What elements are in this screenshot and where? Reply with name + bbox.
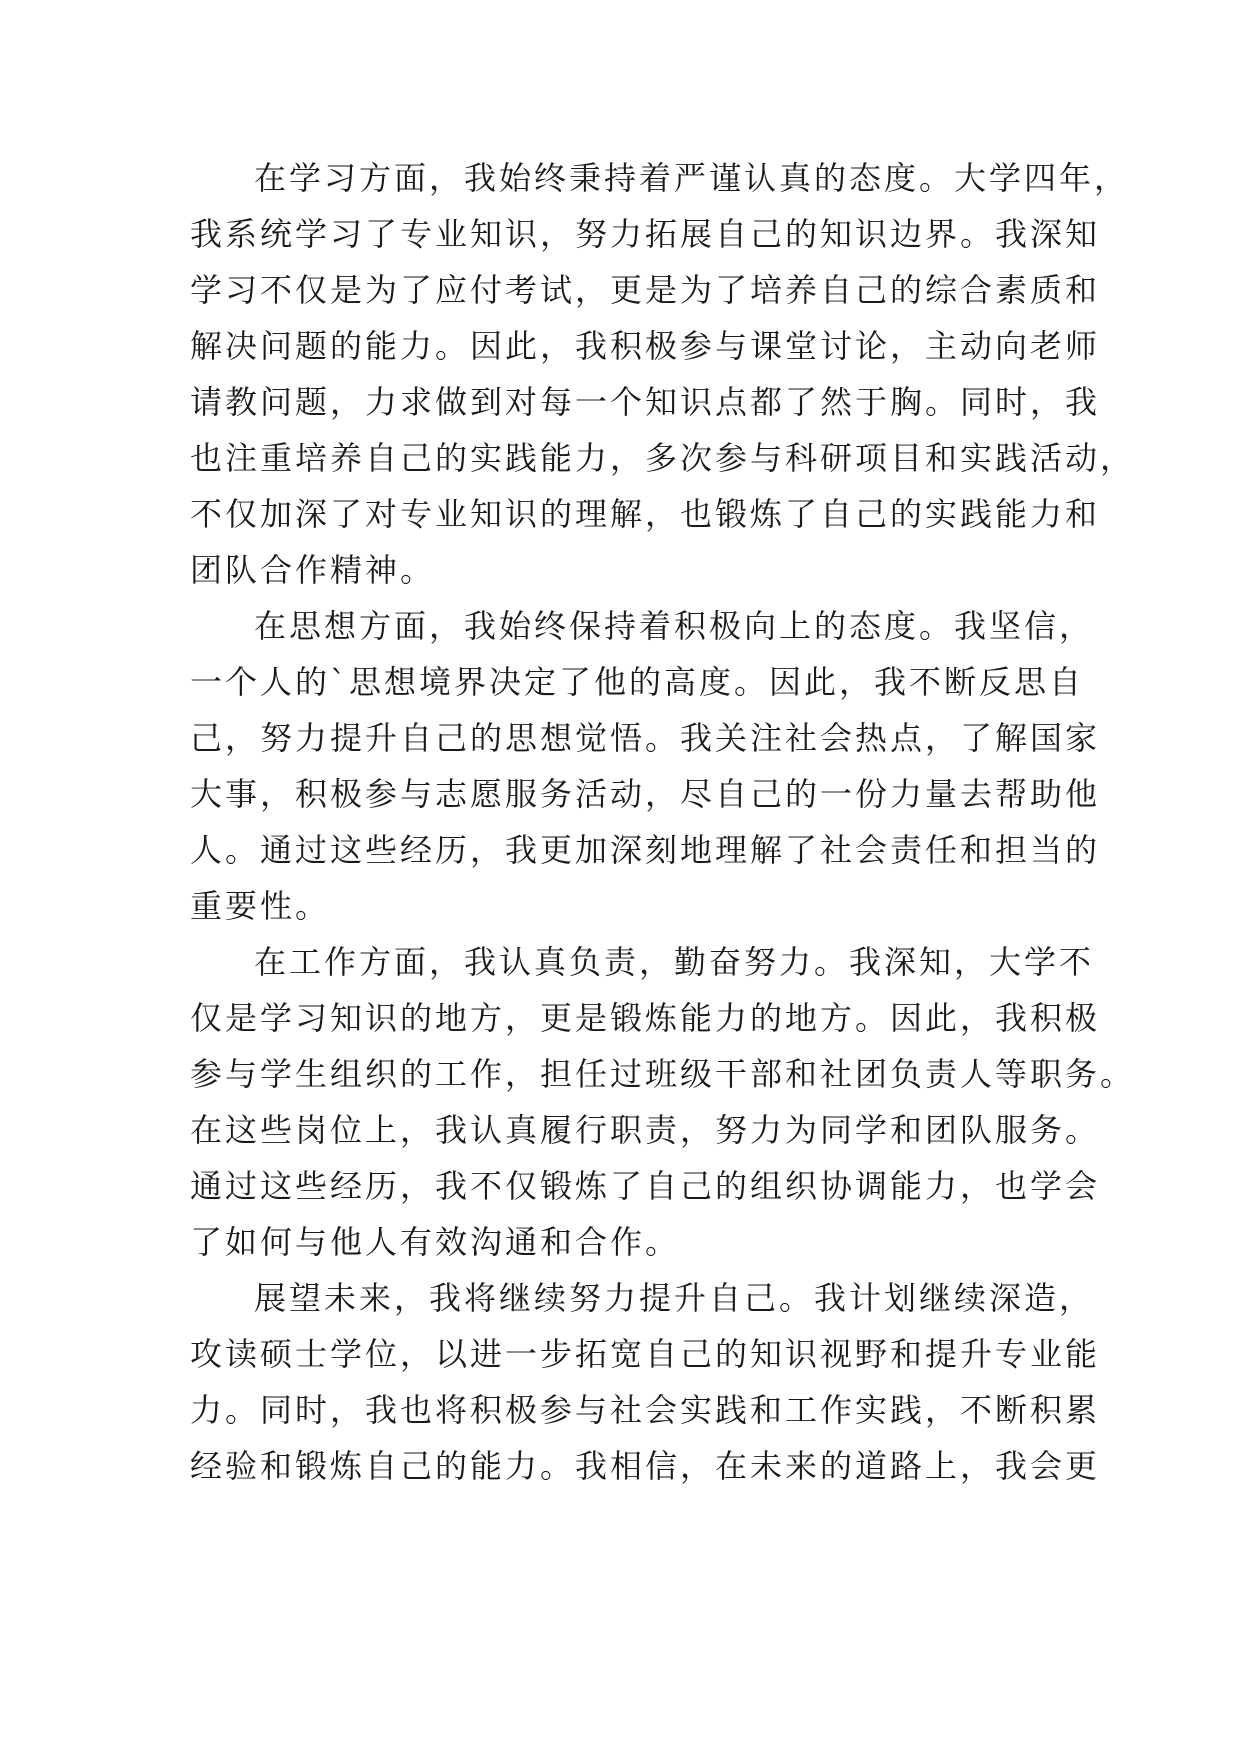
text-line: 解决问题的能力。因此，我积极参与课堂讨论，主动向老师 <box>190 327 1101 365</box>
text-line: 仅是学习知识的地方，更是锻炼能力的地方。因此，我积极 <box>190 999 1101 1037</box>
paragraph-thought <box>190 598 1101 934</box>
text-line: 在这些岗位上，我认真履行职责，努力为同学和团队服务。 <box>190 1111 1101 1149</box>
text-line: 学习不仅是为了应付考试，更是为了培养自己的综合素质和 <box>190 271 1101 309</box>
text-line: 团队合作精神。 <box>190 551 436 589</box>
paragraph-study <box>190 150 1136 598</box>
text-line: 力。同时，我也将积极参与社会实践和工作实践，不断积累 <box>190 1391 1101 1429</box>
paragraph-future <box>190 1270 1101 1494</box>
body-text <box>190 150 1136 1494</box>
text-line: 通过这些经历，我不仅锻炼了自己的组织协调能力，也学会 <box>190 1167 1101 1205</box>
text-line: 己，努力提升自己的思想觉悟。我关注社会热点，了解国家 <box>190 719 1101 757</box>
text-line: 参与学生组织的工作，担任过班级干部和社团负责人等职务。 <box>190 1055 1136 1093</box>
text-line: 展望未来，我将继续努力提升自己。我计划继续深造， <box>254 1279 1095 1317</box>
text-line: 也注重培养自己的实践能力，多次参与科研项目和实践活动， <box>190 439 1136 477</box>
text-line: 请教问题，力求做到对每一个知识点都了然于胸。同时，我 <box>190 383 1101 421</box>
text-line: 重要性。 <box>190 887 331 925</box>
text-line: 在思想方面，我始终保持着积极向上的态度。我坚信， <box>254 607 1095 645</box>
text-line: 大事，积极参与志愿服务活动，尽自己的一份力量去帮助他 <box>190 775 1101 813</box>
text-line: 在工作方面，我认真负责，勤奋努力。我深知，大学不 <box>254 943 1095 981</box>
text-line: 攻读硕士学位，以进一步拓宽自己的知识视野和提升专业能 <box>190 1335 1101 1373</box>
paragraph-work <box>190 934 1136 1270</box>
text-line: 经验和锻炼自己的能力。我相信，在未来的道路上，我会更 <box>190 1447 1101 1485</box>
text-line: 了如何与他人有效沟通和合作。 <box>190 1223 681 1261</box>
text-line: 不仅加深了对专业知识的理解，也锻炼了自己的实践能力和 <box>190 495 1101 533</box>
text-line: 在学习方面，我始终秉持着严谨认真的态度。大学四年， <box>254 159 1130 197</box>
text-line: 一个人的`思想境界决定了他的高度。因此，我不断反思自 <box>190 663 1085 701</box>
text-line: 人。通过这些经历，我更加深刻地理解了社会责任和担当的 <box>190 831 1101 869</box>
text-line: 我系统学习了专业知识，努力拓展自己的知识边界。我深知 <box>190 215 1101 253</box>
